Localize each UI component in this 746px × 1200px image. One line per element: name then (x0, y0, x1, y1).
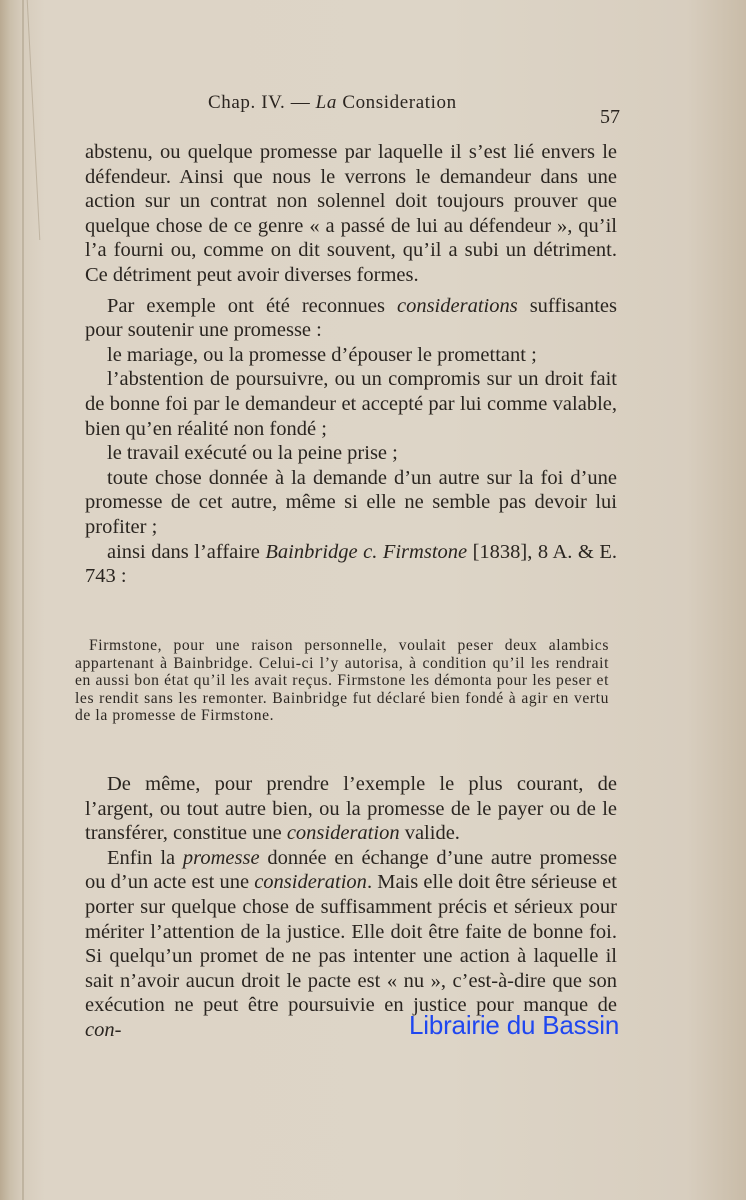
paragraph-de-meme (85, 772, 617, 846)
text-run: suffisantes pour soutenir une promesse : (85, 294, 617, 342)
italic-term: con- (85, 1018, 122, 1041)
text-run: ainsi dans l’affaire (107, 540, 266, 563)
extract-paragraph: Firmstone, pour une raison personnelle, voulait peser deux alambics appartenant à Bainbridge. Celui-ci l’y autorisa, à condition qu’il les rendrait en aussi bon état qu’il les avait reçus. Firmstone les démonta pour les peser et les rendit sans les remonter. Bainbridge fut déclaré bien fondé à agir en vertu de la promesse de Firmstone. (75, 637, 609, 725)
case-extract (75, 637, 609, 725)
page-crease (27, 0, 41, 240)
spine-shadow (22, 0, 24, 1200)
list-item: l’abstention de poursuivre, ou un compromis sur un droit fait de bonne foi par le demandeur et accepté par lui comme valable, bien qu’en réalité non fondé ; (85, 368, 617, 440)
paragraph-continued: abstenu, ou quelque promesse par laquelle il s’est lié envers le défendeur. Ainsi que nous le verrons le demandeur dans une action sur un contrat non solennel doit toujours prouver que quelque chose de ce genre « a passé de lui au défendeur », qu’il l’a fourni ou, comme on dit souvent, qu’il a subi un détriment. Ce détriment peut avoir diverses formes. (85, 141, 617, 286)
chapter-label: Chap. IV. — (208, 92, 311, 113)
text-run: valide. (399, 822, 460, 845)
citation: [1838], 8 A. & E. 743 : (85, 540, 617, 588)
paragraph-examples (85, 294, 617, 343)
list-item: le travail exécuté ou la peine prise ; (107, 442, 398, 465)
italic-term: considerations (396, 294, 518, 317)
case-name: Bainbridge c. Firmstone (265, 540, 468, 563)
text-run: De même, pour prendre l’exemple le plus courant, de l’argent, ou tout autre bien, ou la promesse de le payer ou de le transférer, constitue une (85, 773, 617, 845)
chapter-title: Consideration (342, 92, 457, 113)
text-run: Par exemple ont été reconnues (107, 294, 397, 317)
italic-term: consideration (286, 822, 400, 845)
page-number: 57 (600, 106, 620, 128)
italic-term: consideration (254, 871, 367, 894)
watermark: Librairie du Bassin (409, 1010, 620, 1040)
list-item: le mariage, ou la promesse d’épouser le promettant ; (107, 343, 537, 366)
list-item: toute chose donnée à la demande d’un autre sur la foi d’une promesse de cet autre, même si elle ne semble pas devoir lui profiter ; (85, 466, 617, 538)
text-run: Enfin la (107, 846, 183, 869)
list-item-case (85, 540, 617, 589)
text-run: . Mais elle doit être sérieuse et porter sur quelque chose de suffisamment précis et sérieux pour mériter l’attention de la justice. Elle doit être faite de bonne foi. Si quelqu’un promet de ne pas intenter une action à laquelle il sait n’avoir aucun droit le pacte est « nu », c’est-à-dire que son exécution ne peut être poursuivie en justice pour manque de (85, 871, 617, 1017)
body-text-top (85, 140, 617, 589)
text-run: donnée en échange d’une autre promesse ou d’un acte est une (85, 846, 617, 894)
title-italic: La (315, 92, 337, 113)
running-head (208, 92, 628, 114)
body-text-bottom (85, 772, 620, 1043)
italic-term: promesse (182, 846, 260, 869)
